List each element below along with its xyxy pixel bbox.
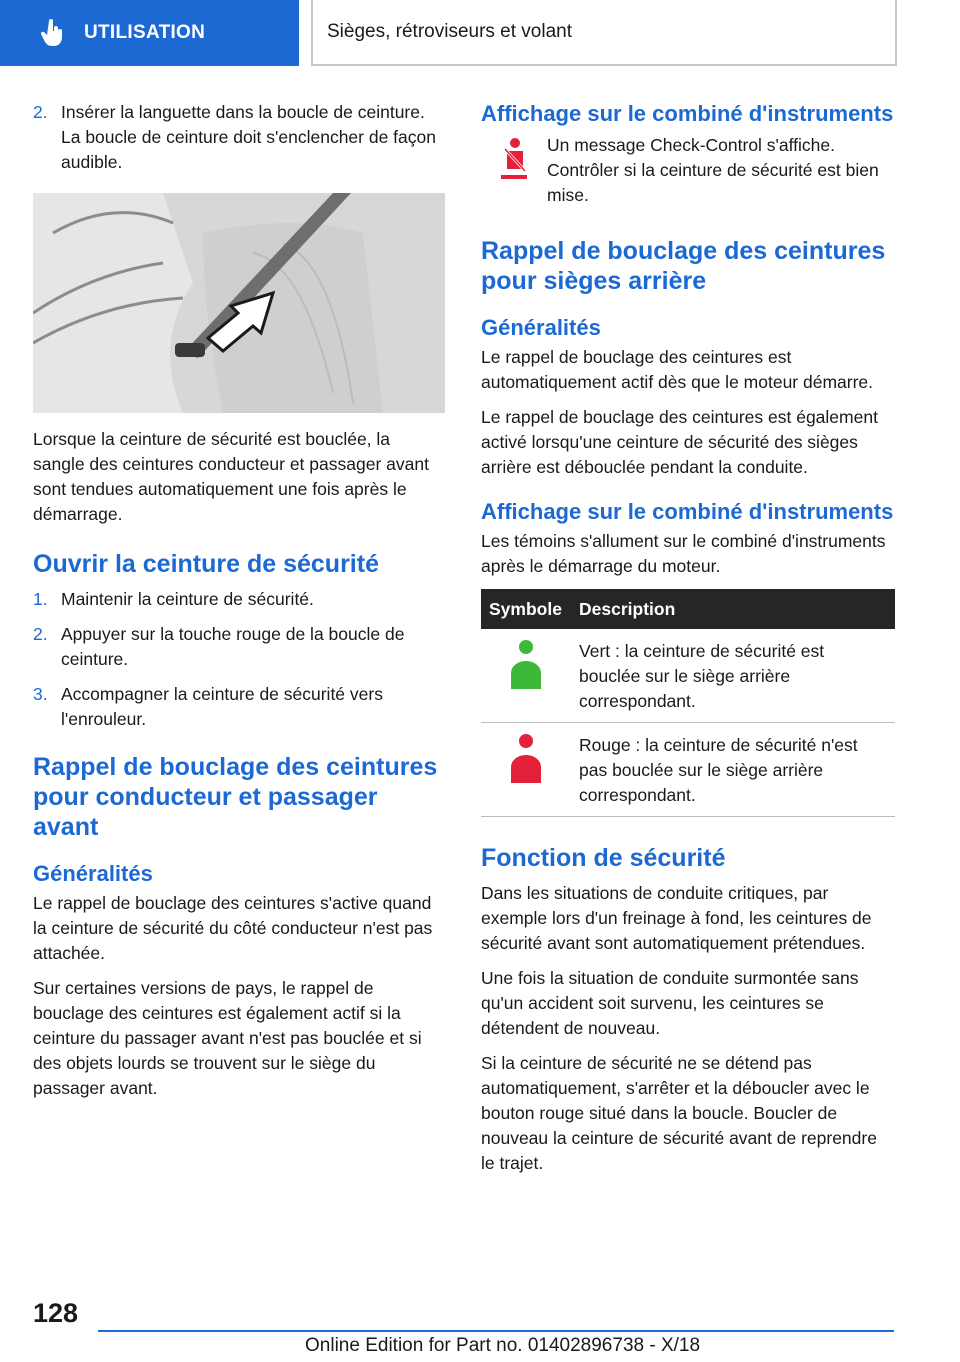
edition-text: Online Edition for Part no. 01402896738 - X/18 — [305, 1335, 701, 1356]
left-column — [33, 100, 445, 1111]
step-text: Maintenir la ceinture de sécurité. — [61, 589, 314, 609]
step-text: Insérer la languette dans la boucle de ceinture. La boucle de ceinture doit s'enclencher de façon audible. — [61, 102, 436, 172]
lights-text: Les témoins s'allument sur le combiné d'instruments après le démarrage du moteur. — [481, 531, 886, 576]
safety-text-2: Une fois la situation de conduite surmontée sans qu'un accident soit survenu, les ceintures se détendent de nouveau. — [481, 968, 859, 1038]
general-heading: Généralités — [33, 861, 153, 886]
red-description: Rouge : la ceinture de sécurité n'est pas bouclée sur le siège arrière correspondant. — [571, 723, 895, 817]
step-number: 2. — [33, 624, 48, 644]
hand-pointer-icon — [40, 19, 66, 47]
right-column — [481, 100, 895, 1186]
green-description: Vert : la ceinture de sécurité est bouclée sur le siège arrière correspondant. — [571, 629, 895, 723]
table-row — [481, 629, 895, 723]
list-item — [33, 587, 445, 612]
front-reminder-heading: Rappel de bouclage des ceintures pour conducteur et passager avant — [33, 753, 438, 841]
list-item — [33, 682, 445, 732]
safety-function-heading: Fonction de sécurité — [481, 844, 726, 872]
display-heading-2: Affichage sur le combiné d'instruments — [481, 499, 894, 524]
footer-divider — [98, 1330, 894, 1332]
fasten-steps — [33, 100, 445, 175]
display-heading: Affichage sur le combiné d'instruments — [481, 101, 894, 126]
step-text: Accompagner la ceinture de sécurité vers l'enrouleur. — [61, 684, 383, 729]
step-text: Appuyer sur la touche rouge de la boucle de ceinture. — [61, 624, 405, 669]
step-number: 2. — [33, 102, 48, 122]
table-row — [481, 723, 895, 817]
page-header — [0, 0, 960, 66]
green-seat-icon — [508, 639, 544, 691]
step-number: 1. — [33, 589, 48, 609]
col-symbol-header: Symbole — [481, 589, 571, 629]
red-seat-icon — [508, 733, 544, 785]
seatbelt-illustration — [33, 193, 445, 413]
chapter-title: Sièges, rétroviseurs et volant — [327, 21, 573, 42]
check-control-row — [481, 133, 895, 208]
safety-text-3: Si la ceinture de sécurité ne se détend pas automatiquement, s'arrêter et la déboucler avec le bouton rouge situé dans la boucle. Boucler de nouveau la ceinture de sécurité avant de reprendre le trajet. — [481, 1053, 877, 1173]
open-belt-heading: Ouvrir la ceinture de sécurité — [33, 550, 379, 578]
list-item — [33, 622, 445, 672]
step-number: 3. — [33, 684, 48, 704]
seatbelt-photo — [33, 193, 445, 413]
check-control-text: Un message Check-Control s'affiche. Contrôler si la ceinture de sécurité est bien mise. — [547, 135, 879, 205]
rear-text-1: Le rappel de bouclage des ceintures est automatiquement actif dès que le moteur démarre. — [481, 347, 874, 392]
seatbelt-warning-icon — [499, 137, 529, 183]
general-text-2: Sur certaines versions de pays, le rappel de bouclage des ceintures est également actif si la ceinture du passager avant n'est pas bouclée et si des objets lourds se trouvent sur le siège du passager avant. — [33, 978, 422, 1098]
open-steps — [33, 587, 445, 732]
symbol-table — [481, 589, 895, 817]
safety-text-1: Dans les situations de conduite critiques, par exemple lors d'un freinage à fond, les ceintures de sécurité avant sont automatiquement prétendues. — [481, 883, 872, 953]
section-tab — [0, 0, 299, 66]
belt-tension-text: Lorsque la ceinture de sécurité est bouclée, la sangle des ceintures conducteur et passager avant sont tendues automatiquement une fois après le démarrage. — [33, 429, 429, 524]
rear-text-2: Le rappel de bouclage des ceintures est également activé lorsqu'une ceinture de sécurité des sièges arrière est débouclée pendant la conduite. — [481, 407, 878, 477]
rear-general-heading: Généralités — [481, 315, 601, 340]
chapter-box — [311, 0, 897, 66]
general-text-1: Le rappel de bouclage des ceintures s'active quand la ceinture de sécurité du côté conducteur n'est pas attachée. — [33, 893, 433, 963]
col-description-header: Description — [571, 589, 895, 629]
page-number: 128 — [33, 1298, 79, 1328]
rear-reminder-heading: Rappel de bouclage des ceintures pour sièges arrière — [481, 237, 886, 295]
list-item — [33, 100, 445, 175]
section-title: UTILISATION — [84, 22, 206, 43]
